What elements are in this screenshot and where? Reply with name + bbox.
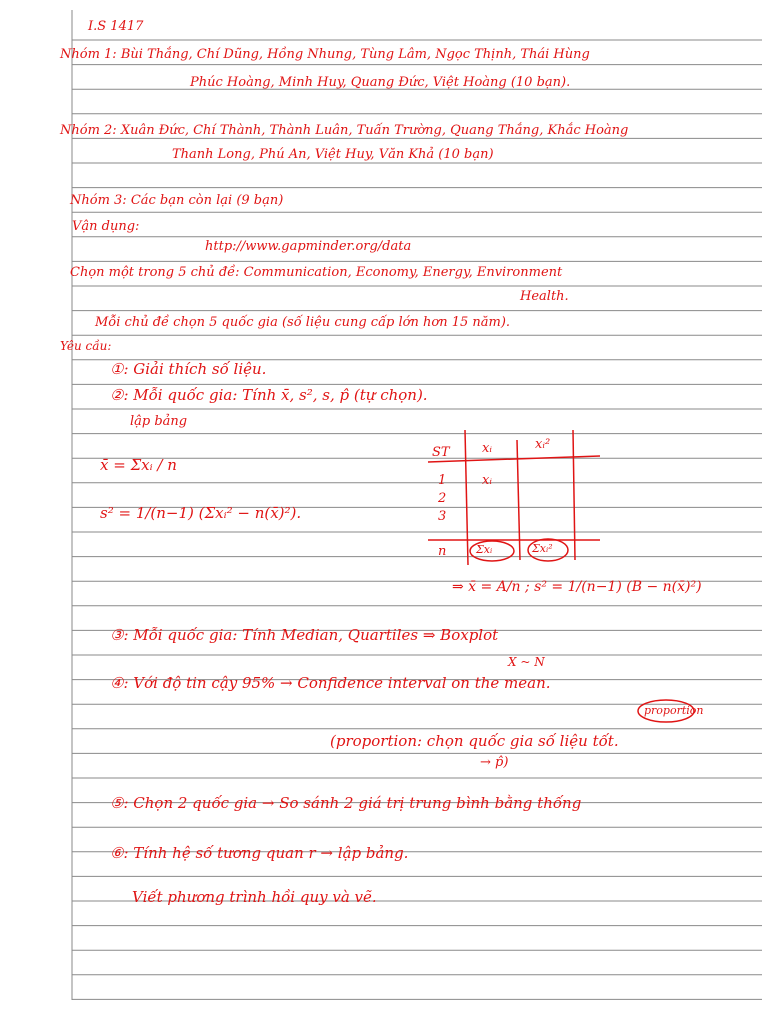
group-3-line: Nhóm 3: Các bạn còn lại (9 bạn): [70, 193, 284, 208]
table-col-xi: xᵢ: [482, 441, 492, 456]
table-row-3: 3: [438, 509, 447, 524]
item-7: Viết phương trình hồi quy và vẽ.: [132, 888, 377, 906]
item-5: ⑤: Chọn 2 quốc gia → So sánh 2 giá trị trung bình bằng thống: [110, 794, 582, 812]
table-col-stt: ST: [432, 445, 450, 460]
variance-formula: s² = 1/(n−1) (Σxᵢ² − n(x̄)²).: [100, 504, 302, 522]
page-code: I.S 1417: [88, 19, 144, 34]
table-col-rule-2: [517, 440, 520, 560]
table-sum-xi2: Σxᵢ²: [532, 542, 553, 555]
table-cell-xi: xᵢ: [482, 473, 492, 488]
countries-per-topic: Mỗi chủ đề chọn 5 quốc gia (số liệu cung cấp lớn hơn 15 năm).: [95, 315, 511, 330]
gapminder-url: http://www.gapminder.org/data: [205, 239, 412, 254]
p-hat-note: → p̂): [480, 755, 509, 770]
requirements-label: Yêu cầu:: [60, 339, 112, 353]
table-sum-xi: Σxᵢ: [476, 543, 493, 556]
item-1: ①: Giải thích số liệu.: [110, 360, 267, 378]
van-dung-label: Vận dụng:: [72, 219, 140, 234]
lap-bang: lập bảng: [130, 414, 188, 429]
group-2-line-1: Nhóm 2: Xuân Đức, Chí Thành, Thành Luân, Tuấn Trường, Quang Thắng, Khắc Hoàng: [60, 123, 629, 138]
proportion-circled: proportion: [644, 704, 704, 717]
normal-dist-note: X ~ N: [508, 655, 545, 669]
topic-health: Health.: [520, 289, 569, 304]
item-3: ③: Mỗi quốc gia: Tính Median, Quartiles ⇒ Boxplot: [110, 626, 499, 644]
item-2: ②: Mỗi quốc gia: Tính x̄, s², s, p̂ (tự chọn).: [110, 386, 428, 404]
table-row-1: 1: [438, 473, 447, 488]
item-4: ④: Với độ tin cậy 95% → Confidence interval on the mean.: [110, 674, 551, 692]
table-row-2: 2: [438, 491, 447, 506]
table-col-rule-1: [465, 430, 468, 565]
item-6: ⑥: Tính hệ số tương quan r → lập bảng.: [110, 844, 409, 862]
table-row-n: n: [438, 544, 447, 559]
group-1-line-2: Phúc Hoàng, Minh Huy, Quang Đức, Việt Hoàng (10 bạn).: [190, 75, 571, 90]
proportion-note: (proportion: chọn quốc gia số liệu tốt.: [330, 732, 619, 750]
group-1-line-1: Nhóm 1: Bùi Thắng, Chí Dũng, Hồng Nhung, Tùng Lâm, Ngọc Thịnh, Thái Hùng: [60, 47, 590, 62]
table-result-formula: ⇒ x̄ = A/n ; s² = 1/(n−1) (B − n(x̄)²): [452, 579, 702, 595]
topic-choice-line: Chọn một trong 5 chủ đề: Communication, Economy, Energy, Environment: [70, 265, 563, 280]
mean-formula: x̄ = Σxᵢ / n: [100, 456, 177, 474]
table-col-xi2: xᵢ²: [535, 437, 551, 452]
group-2-line-2: Thanh Long, Phú An, Việt Huy, Văn Khả (10 bạn): [172, 147, 494, 162]
